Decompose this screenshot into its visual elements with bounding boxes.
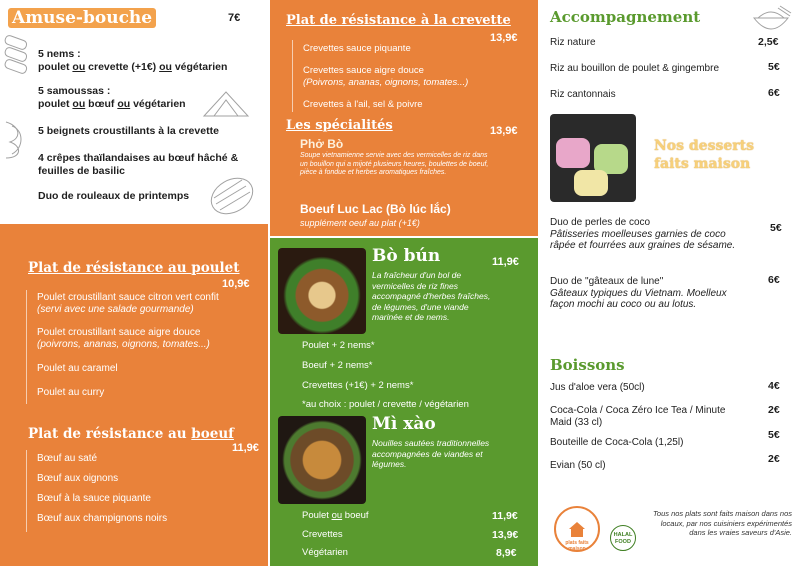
bobun-photo [278,248,366,334]
list-item: Crevettes sauce aigre douce (Poivrons, ananas, oignons, tomates...) [303,65,469,88]
boisson-item: Evian (50 cl) [550,460,606,471]
boisson-item: Coca-Cola / Coca Zéro Ice Tea / Minute Maid (33 cl) [550,405,726,428]
list-item: Bœuf aux champignons noirs [37,513,168,524]
mixao-price: 13,9€ [492,529,519,541]
dessert-cake-yellow [574,170,608,196]
amuse-bouche-section [0,0,268,224]
bobun-price: 11,9€ [492,256,519,268]
luc-lac-note: supplément oeuf au plat (+1€) [300,218,420,228]
footer-note: Tous nos plats sont faits maison dans nos locaux, par nos cuisiniers expérimentés dans les vraies saveurs d'Asie. [653,509,792,537]
boisson-price: 5€ [768,429,780,441]
rouleaux-sketch-icon [206,172,258,218]
list-item [38,85,260,111]
bobun-option: Poulet + 2 nems* [302,340,375,351]
pho-name: Phở Bò [300,137,344,151]
bobun-option: Crevettes (+1€) + 2 nems* [302,380,414,391]
list-item: 5 beignets croustillants à la crevette [38,125,219,137]
house-icon [567,520,587,538]
amuse-bouche-title: Amuse-bouche [8,8,156,28]
poulet-boeuf-section [0,224,268,566]
specialites-title: Les spécialités [286,118,393,133]
boisson-item: Jus d'aloe vera (50cl) [550,382,645,393]
list-item: Duo de rouleaux de printemps [38,190,190,202]
specialites-price: 13,9€ [490,125,518,137]
bobun-mixao-section [270,238,538,566]
boisson-price: 2€ [768,453,780,465]
amuse-bouche-price: 7€ [228,12,241,24]
boeuf-title: Plat de résistance au boeuf [28,426,234,442]
accomp-price: 2,5€ [758,36,779,48]
beignets-sketch-icon [0,118,30,162]
list-item: Poulet croustillant sauce aigre douce (poivrons, ananas, oignons, tomates...) [37,327,210,350]
item-line: 4 crêpes thaïlandaises au bœuf hâché & [38,152,239,164]
boisson-item: Bouteille de Coca-Cola (1,25l) [550,437,684,448]
list-item: Poulet croustillant sauce citron vert confit (servi avec une salade gourmande) [37,292,219,315]
item-line: 5 samoussas : [38,85,111,97]
list-item: Bœuf à la sauce piquante [37,493,151,504]
boisson-price: 4€ [768,380,780,392]
poulet-title: Plat de résistance au poulet [28,260,240,276]
mixao-option: Poulet ou boeuf [302,510,369,521]
accomp-item: Riz au bouillon de poulet & gingembre [550,63,719,74]
dessert-cake-pink [556,138,590,168]
desserts-photo [550,114,636,202]
list-item [38,48,260,74]
badge-text: plats faits maison [565,540,589,552]
mixao-photo [278,416,366,504]
accompagnement-title: Accompagnement [550,8,701,26]
list-item: Crevettes sauce piquante [303,43,411,54]
list-item: Bœuf au saté [37,453,98,464]
dessert-item: Duo de "gâteaux de lune" Gâteaux typiques du Vietnam. Moelleux façon mochi au coco ou au lotus. [550,276,727,310]
list-item [38,152,260,178]
right-column [540,0,800,566]
mixao-price: 11,9€ [492,510,518,522]
accomp-item: Riz cantonnais [550,89,616,100]
mixao-description: Nouilles sautées traditionnelles accompagnées de viandes et légumes. [372,438,490,469]
poulet-price: 10,9€ [222,278,250,290]
desserts-title: Nos desserts faits maison [654,138,754,172]
list-item: Poulet au curry [37,387,105,398]
halal-badge: HALAL FOOD [610,525,636,551]
list-item: Poulet au caramel [37,363,118,374]
pho-description: Soupe vietnamienne servie avec des vermicelles de riz dans un bouillon qui a mijoté plusieurs heures, boulettes de boeuf, pièce à fondue et herbes aromatiques fraîches. [300,152,489,176]
boisson-price: 2€ [768,404,780,416]
mixao-option: Végétarien [302,547,348,558]
list-item: Bœuf aux oignons [37,473,119,484]
boissons-title: Boissons [550,356,625,374]
accomp-price: 5€ [768,61,780,73]
rice-bowl-sketch-icon [750,4,792,38]
bobun-title: Bò bún [372,246,441,266]
item-line: poulet ou crevette (+1€) ou végétarien [38,61,228,73]
crevette-title: Plat de résistance à la crevette [286,13,511,28]
luc-lac-name: Boeuf Luc Lac (Bò lúc lắc) [300,202,451,216]
mixao-price: 8,9€ [496,547,517,559]
mixao-option: Crevettes [302,529,343,540]
accomp-item: Riz nature [550,37,596,48]
fait-maison-badge [554,506,600,552]
item-line: poulet ou bœuf ou végétarien [38,98,186,110]
list-item: Crevettes à l'ail, sel & poivre [303,99,423,110]
mixao-title: Mì xào [372,414,436,434]
bobun-description: La fraîcheur d'un bol de vermicelles de riz fines accompagné d'herbes fraîches, de légumes, d'une viande marinée et de nems. [372,270,491,322]
nems-sketch-icon [2,34,32,74]
crevette-list [292,40,522,112]
bobun-footnote: *au choix : poulet / crevette / végétarien [302,399,469,410]
boeuf-price: 11,9€ [232,442,259,454]
dessert-price: 6€ [768,274,780,286]
dessert-item: Duo de perles de coco Pâtisseries moelleuses garnies de coco râpée et fourrées aux graines de sésame. [550,217,736,251]
item-line: feuilles de basilic [38,165,125,177]
crevette-price: 13,9€ [490,32,518,44]
boeuf-list [26,450,262,532]
poulet-list [26,290,262,404]
accomp-price: 6€ [768,87,780,99]
item-line: 5 nems : [38,48,81,60]
crevette-specialites-section [270,0,538,236]
dessert-price: 5€ [770,222,782,234]
bobun-option: Boeuf + 2 nems* [302,360,373,371]
